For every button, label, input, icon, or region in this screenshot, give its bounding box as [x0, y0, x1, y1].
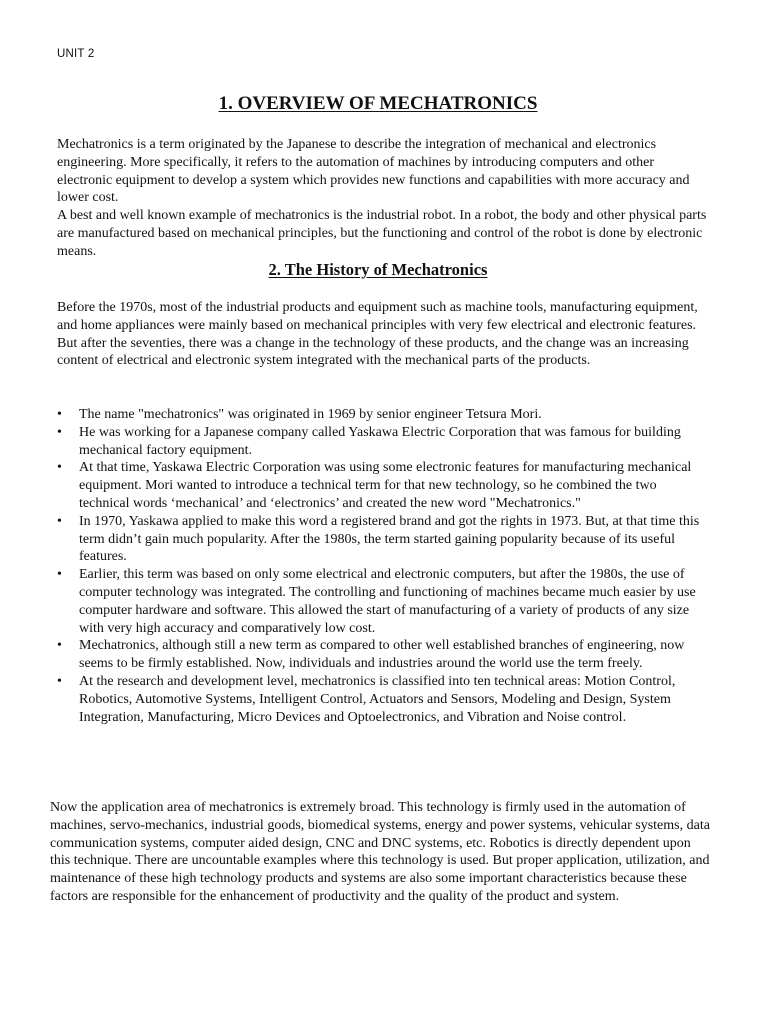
bullet-text: In 1970, Yaskawa applied to make this word a registered brand and got the rights in 1973. But, at that time this term didn’t gain much popularity. After the 1980s, the term started gaining popularity because of its useful features.	[79, 513, 700, 565]
section-1-paragraph-1: Mechatronics is a term originated by the Japanese to describe the integration of mechanical and electronics engineering. More specifically, it refers to the automation of machines by introducing computers and other electronic equipment to develop a system which provides new functions and capabilities with more accuracy and lower cost.	[57, 137, 690, 206]
closing-paragraph: Now the application area of mechatronics is extremely broad. This technology is firmly used in the automation of machines, servo-mechanics, industrial goods, biomedical systems, energy and power systems, vehicular systems, data communication systems, computer aided design, CNC and DNC systems, etc. Robotics is directly dependent upon this technique. There are uncountable examples where this technology is used. But proper application, utilization, and maintenance of these high technology products and systems are also some important characteristics because these factors are responsible for the enhancement of productivity and the quality of the product and system.	[50, 800, 710, 904]
bullet-text: Mechatronics, although still a new term as compared to other well established branches of engineering, now seems to be firmly established. Now, individuals and industries around the world use the term freely.	[79, 638, 685, 672]
bullet-text: At the research and development level, mechatronics is classified into ten technical areas: Motion Control, Robotics, Automotive Systems, Intelligent Control, Actuators and Sensors, Modeling and Design, System Integration, Manufacturing, Micro Devices and Optoelectronics, and Vibration and Noise control.	[79, 673, 676, 725]
section-1-title: 1. OVERVIEW OF MECHATRONICS	[218, 93, 538, 114]
section-2-title: 2. The History of Mechatronics	[268, 260, 488, 279]
bullet-item	[57, 424, 707, 460]
bullet-icon: •	[57, 407, 62, 422]
bullet-icon: •	[57, 424, 62, 440]
section-1-paragraph-2: A best and well known example of mechatronics is the industrial robot. In a robot, the body and other physical parts are manufactured based on mechanical principles, but the functioning and control of the robot is done by electronic means.	[57, 208, 707, 259]
history-bullet-list	[57, 406, 707, 726]
bullet-icon: •	[57, 513, 62, 529]
bullet-item	[57, 513, 707, 566]
bullet-icon: •	[57, 460, 62, 476]
bullet-text: At that time, Yaskawa Electric Corporation was using some electronic features for manufacturing mechanical equipment. Mori wanted to introduce a technical term for that new technology, so he combined the two technical words ‘mechanical’ and ‘electronics’ and created the new word "Mechatronics."	[79, 460, 692, 511]
bullet-text: Earlier, this term was based on only some electrical and electronic computers, but after the 1980s, the use of computer technology was integrated. The controlling and functioning of machines became much easier by use computer hardware and software. This allowed the start of manufacturing of a variety of products of any size with very high accuracy and comparatively low cost.	[79, 567, 696, 636]
bullet-text: He was working for a Japanese company called Yaskawa Electric Corporation that was famous for building mechanical factory equipment.	[79, 424, 681, 458]
bullet-item	[57, 637, 707, 673]
bullet-icon: •	[57, 567, 62, 583]
section-2-intro-paragraph: Before the 1970s, most of the industrial products and equipment such as machine tools, manufacturing equipment, and home appliances were mainly based on mechanical principles with very few electrical and electronic features. But after the seventies, there was a change in the technology of these products, and the change was an increasing content of electrical and electronic system integrated with the mechanical parts of the products.	[57, 300, 698, 369]
bullet-item	[57, 406, 707, 424]
bullet-icon: •	[57, 638, 62, 654]
bullet-icon: •	[57, 673, 62, 689]
bullet-text: The name "mechatronics" was originated in 1969 by senior engineer Tetsura Mori.	[79, 407, 542, 422]
bullet-item	[57, 459, 707, 512]
bullet-item	[57, 566, 707, 637]
bullet-item	[57, 673, 707, 726]
unit-label: UNIT 2	[57, 48, 95, 60]
